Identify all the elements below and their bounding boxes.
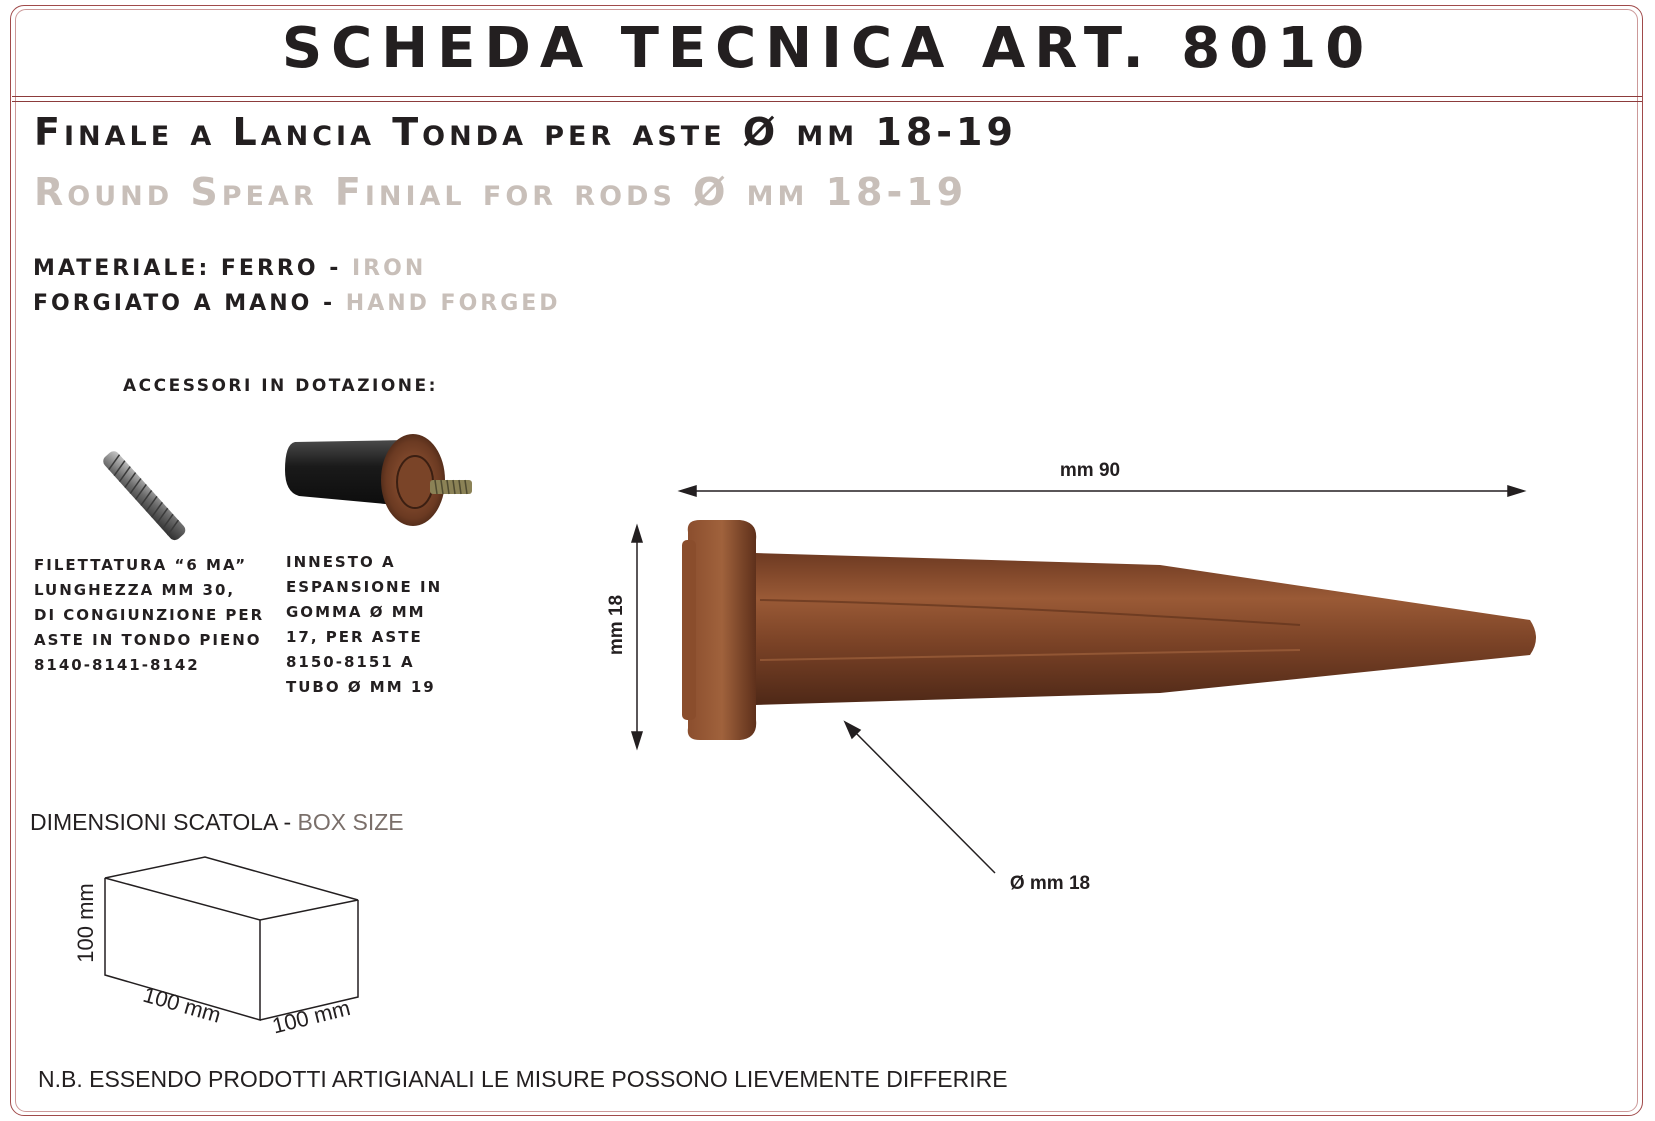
- product-name-italian: Finale a Lancia Tonda per aste Ø mm 18-19: [34, 110, 1017, 154]
- height-label: mm 18: [606, 594, 627, 656]
- box-height-label: 100 mm: [73, 883, 98, 963]
- plug-line: ESPANSIONE IN: [286, 578, 443, 596]
- thread-line: 8140-8141-8142: [34, 656, 200, 674]
- thread-line: FILETTATURA “6 MA”: [34, 556, 248, 574]
- material-label-italian: MATERIALE: FERRO -: [33, 256, 352, 281]
- plug-line: TUBO Ø MM 19: [286, 678, 436, 696]
- forging-label-english: HAND FORGED: [345, 291, 561, 316]
- accessories-title: ACCESSORI IN DOTAZIONE:: [123, 376, 438, 396]
- product-name-english: Round Spear Finial for rods Ø mm 18-19: [34, 170, 968, 214]
- thread-line: LUNGHEZZA MM 30,: [34, 581, 236, 599]
- forging-label-italian: FORGIATO A MANO -: [33, 291, 346, 316]
- length-label: mm 90: [1059, 460, 1121, 481]
- box-depth-label: 100 mm: [269, 994, 353, 1039]
- plug-line: GOMMA Ø MM: [286, 603, 426, 621]
- page-title: SCHEDA TECNICA ART. 8010: [281, 16, 1374, 81]
- plug-line: 8150-8151 A: [286, 653, 415, 671]
- diameter-label: Ø mm 18: [1009, 873, 1091, 894]
- plug-line: 17, PER ASTE: [286, 628, 423, 646]
- box-size-label-english: BOX SIZE: [297, 809, 404, 835]
- material-label-english: IRON: [352, 256, 427, 281]
- thread-line: DI CONGIUNZIONE PER: [34, 606, 265, 624]
- footer-note: N.B. ESSENDO PRODOTTI ARTIGIANALI LE MISURE POSSONO LIEVEMENTE DIFFERIRE: [38, 1066, 1008, 1092]
- box-width-label: 100 mm: [140, 981, 224, 1028]
- thread-line: ASTE IN TONDO PIENO: [34, 631, 262, 649]
- plug-line: INNESTO A: [286, 553, 396, 571]
- box-size-label-italian: DIMENSIONI SCATOLA -: [30, 809, 298, 835]
